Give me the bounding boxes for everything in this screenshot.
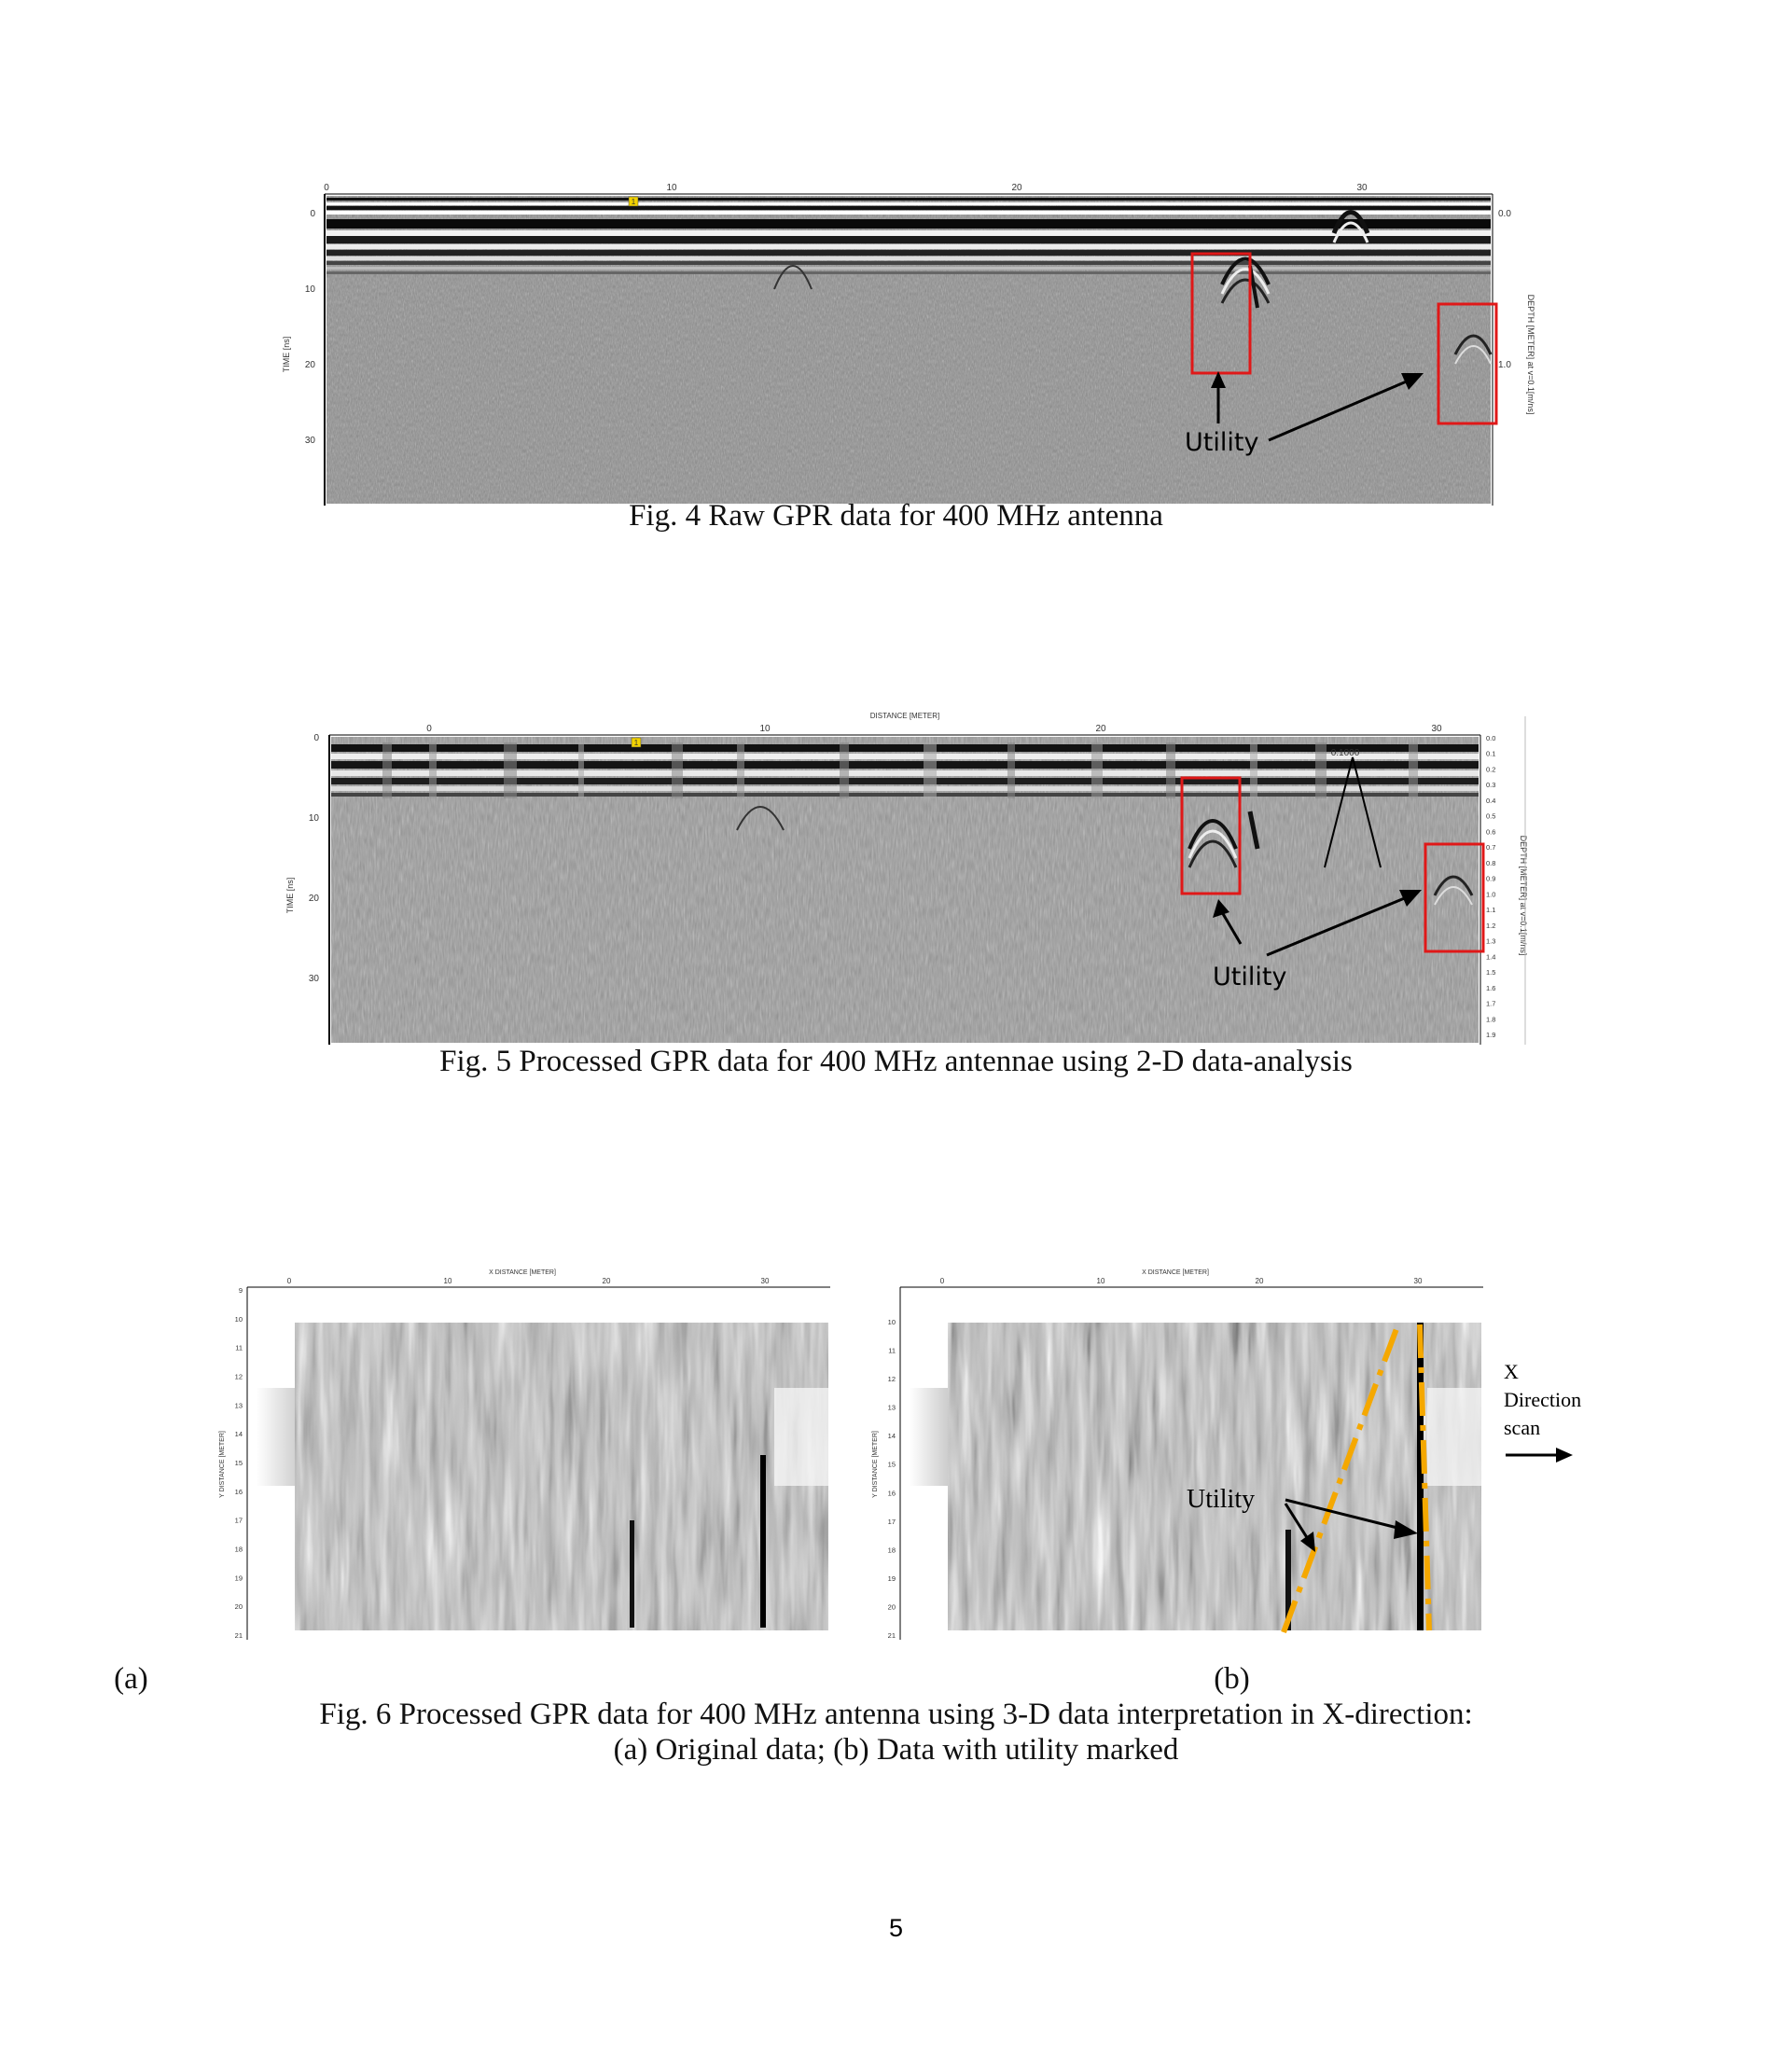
fig5-right-tick: 1.7 [1486,999,1496,1008]
fig5-left-tick: 20 [308,894,319,904]
fig5-left-axis-label: TIME [ns] [285,877,295,914]
fig5-top-tick: 30 [1431,724,1442,734]
fig5-right-tick: 1.2 [1486,921,1496,930]
fig4-marker-label: 1 [631,198,636,206]
fig6b-left-tick: 13 [887,1403,896,1412]
fig6-panel-b-label: (b) [1214,1662,1250,1696]
figure-5 [271,709,1539,1054]
scan-direction-arrow-icon [1504,1444,1574,1466]
fig5-caption: Fig. 5 Processed GPR data for 400 MHz antennae using 2-D data-analysis [439,1045,1353,1078]
fig5-top-tick: 20 [1095,724,1106,734]
scan-direction-line2: Direction [1504,1388,1582,1411]
fig6b-left-tick: 11 [888,1346,896,1355]
fig6b-left-tick: 15 [887,1460,896,1469]
fig6b-top-tick: 30 [1413,1277,1423,1285]
fig6-caption-line2: (a) Original data; (b) Data with utility marked [613,1733,1179,1767]
fig6a-left-tick: 12 [234,1372,243,1381]
fig6a-top-tick: 30 [760,1277,770,1285]
fig5-top-tick: 0 [426,724,432,734]
fig6-caption-line1: Fig. 6 Processed GPR data for 400 MHz antenna using 3-D data interpretation in X-direction: [319,1698,1473,1731]
fig6a-left-tick: 14 [234,1430,243,1439]
fig5-top-tick: 10 [759,724,771,734]
fig6-panel-b [872,1269,1483,1640]
fig5-right-axis-label: DEPTH [METER] at v=0.1[m/ns] [1519,835,1528,956]
fig4-right-axis-label: DEPTH [METER] at v=0.1[m/ns] [1526,294,1535,415]
scan-direction-line3: scan [1504,1416,1541,1439]
fig6b-left-tick: 14 [887,1432,896,1441]
fig4-left-axis-label: TIME [ns] [282,336,291,373]
fig5-right-tick: 0.0 [1486,734,1496,742]
fig5-left-tick: 30 [308,974,319,984]
fig6a-left-tick: 16 [234,1487,243,1496]
fig5-right-tick: 0.7 [1486,843,1496,853]
fig6a-left-tick: 15 [234,1459,243,1467]
fig4-top-tick: 30 [1356,183,1368,193]
fig5-right-tick: 0.9 [1486,874,1496,883]
fig6b-top-title: X DISTANCE [METER] [1142,1269,1209,1276]
fig6a-left-tick: 11 [235,1343,243,1352]
fig6-panels [215,1259,1521,1651]
fig5-right-ticks [1486,734,1495,1039]
fig5-left-tick: 0 [313,733,319,743]
fig6a-left-tick: 10 [234,1314,243,1324]
fig5-right-tick: 1.1 [1486,906,1496,915]
scan-direction-label [1504,1358,1581,1442]
fig5-right-tick: 1.5 [1486,968,1496,977]
fig5-right-tick: 1.8 [1486,1015,1496,1024]
fig4-top-tick: 10 [666,183,677,193]
page-number: 5 [888,1914,904,1942]
fig5-right-tick: 1.6 [1486,983,1496,992]
fig6b-left-tick: 12 [887,1375,896,1384]
fig5-hyperbola-label: 0.1000 [1330,748,1360,758]
fig4-top-tick: 20 [1011,183,1022,193]
fig4-left-tick: 10 [304,284,315,295]
fig5-right-tick: 0.1 [1486,749,1496,758]
fig5-right-tick: 1.9 [1486,1031,1496,1039]
fig6a-left-tick: 17 [234,1516,243,1525]
fig6b-left-tick: 17 [887,1517,896,1526]
fig6b-top-tick: 20 [1255,1277,1264,1285]
fig4-radargram [271,177,1539,522]
fig6-panel-a [219,1269,830,1640]
fig5-right-tick: 1.3 [1486,936,1496,946]
fig5-right-tick: 0.4 [1486,796,1496,805]
fig6b-left-tick: 16 [887,1489,896,1498]
fig5-radargram [271,709,1539,1054]
fig6b-top-tick: 0 [939,1277,945,1285]
fig4-right-tick: 1.0 [1498,360,1511,370]
fig6b-left-axis-label: Y DISTANCE [METER] [872,1431,879,1498]
fig6b-left-tick: 20 [887,1602,896,1612]
fig6a-top-title: X DISTANCE [METER] [489,1269,556,1276]
fig5-right-tick: 0.8 [1486,858,1496,867]
fig4-caption: Fig. 4 Raw GPR data for 400 MHz antenna [629,499,1163,533]
fig6a-left-tick: 9 [238,1286,243,1295]
fig6a-left-tick: 21 [234,1631,243,1640]
fig6a-left-tick: 13 [234,1401,243,1410]
fig5-utility-label: Utility [1213,963,1287,991]
fig4-left-tick: 20 [304,360,315,370]
fig5-right-tick: 0.5 [1486,811,1496,821]
fig5-right-tick: 0.2 [1486,765,1496,774]
fig6b-utility-label: Utility [1187,1485,1256,1514]
fig6a-left-axis-label: Y DISTANCE [METER] [219,1431,226,1498]
fig6a-left-tick: 19 [234,1574,243,1583]
fig4-right-tick: 0.0 [1498,209,1511,219]
fig5-marker-label: 1 [633,739,639,747]
fig5-left-tick: 10 [308,813,319,824]
figure-4 [271,177,1539,522]
fig4-left-tick: 0 [310,209,315,219]
fig5-right-tick: 1.0 [1486,890,1496,899]
fig6b-left-tick: 19 [887,1574,896,1583]
fig6b-left-tick: 18 [887,1546,896,1555]
fig5-top-title: DISTANCE [METER] [869,712,940,720]
fig6a-top-tick: 20 [602,1277,611,1285]
fig6a-top-tick: 0 [286,1277,292,1285]
fig6b-left-tick: 21 [887,1631,896,1640]
fig4-utility-label: Utility [1185,428,1259,457]
fig6a-top-tick: 10 [443,1277,452,1285]
fig6b-left-tick: 10 [887,1318,896,1326]
fig6a-left-tick: 18 [234,1545,243,1554]
fig4-top-tick: 0 [324,183,329,193]
fig4-left-tick: 30 [304,436,315,446]
fig6b-top-tick: 10 [1096,1277,1105,1285]
fig5-right-tick: 0.3 [1486,781,1496,790]
fig5-right-tick: 0.6 [1486,827,1496,837]
figure-6 [215,1259,1521,1651]
scan-direction-line1: X [1504,1360,1519,1383]
fig5-right-tick: 1.4 [1486,952,1496,962]
fig6-panel-a-label: (a) [114,1662,148,1696]
fig6a-left-tick: 20 [234,1602,243,1612]
